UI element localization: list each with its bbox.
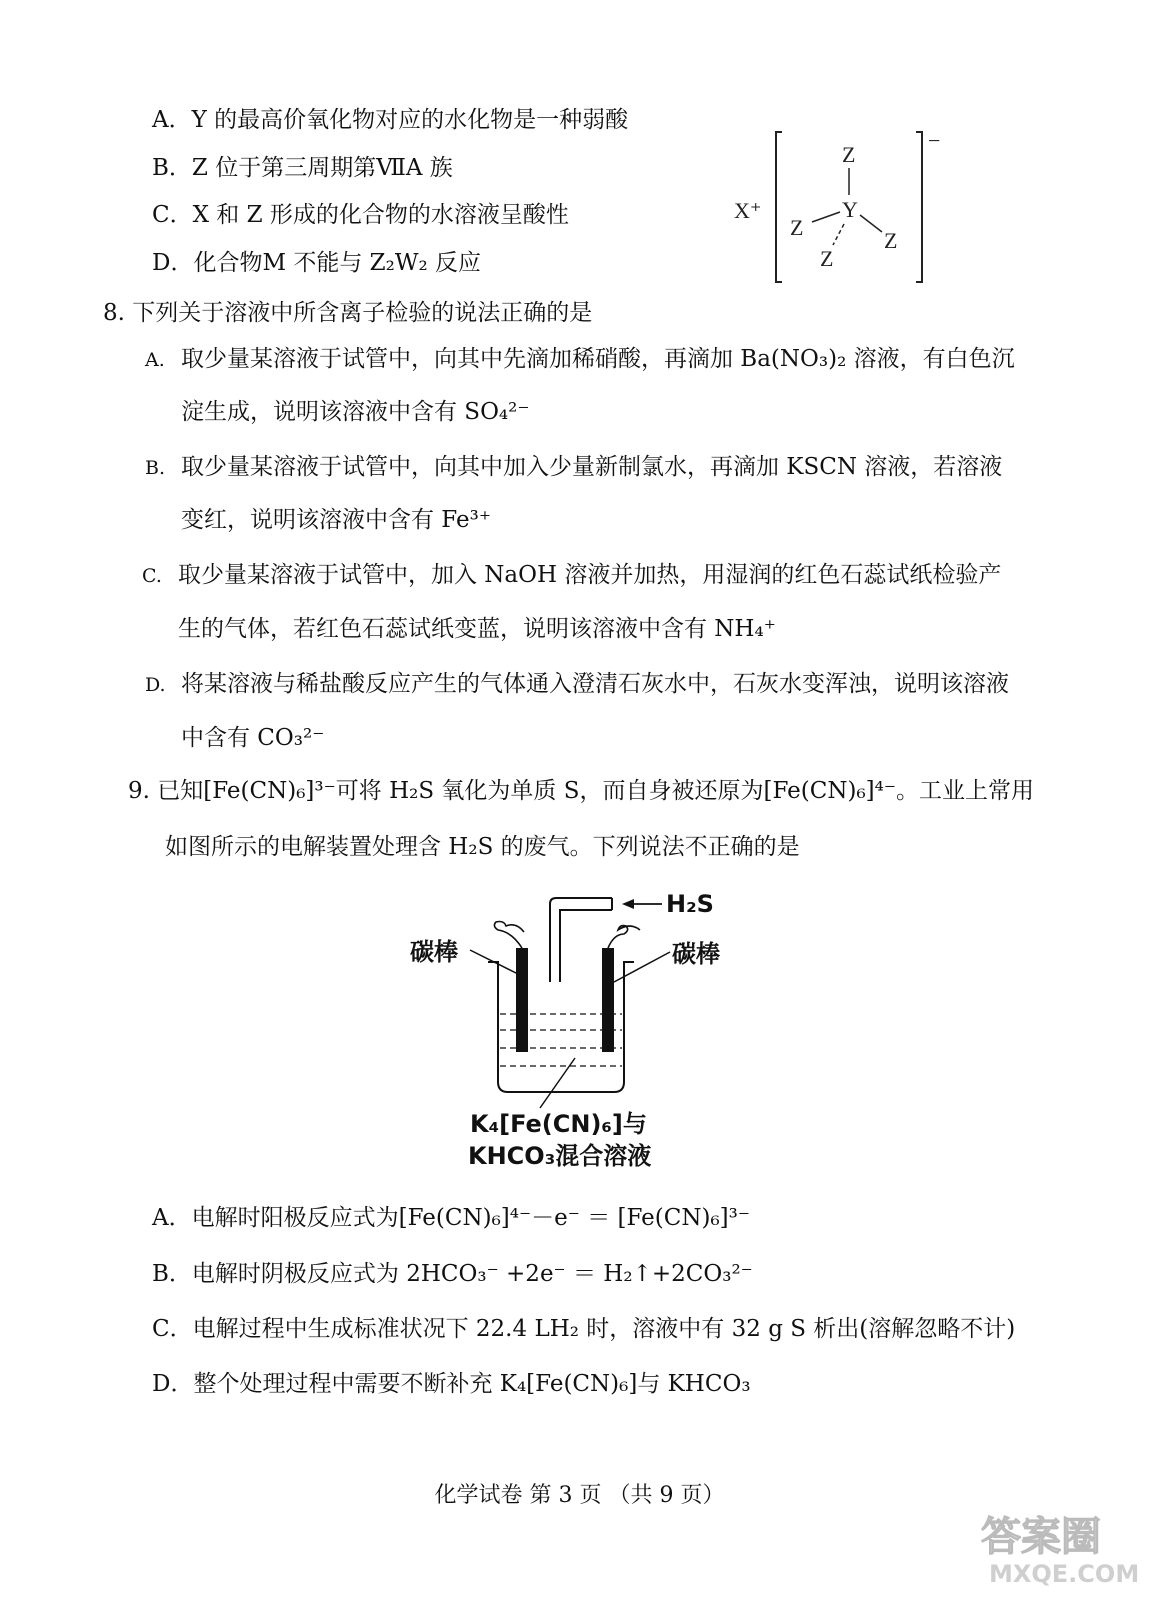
option-label: A． [152, 107, 192, 133]
solution-label-line1: K₄[Fe(CN)₆]与 [470, 1110, 647, 1138]
option-label: B. [145, 457, 166, 479]
gas-arrow-icon [622, 899, 634, 909]
watermark-url: MXQE.COM [989, 1560, 1140, 1588]
left-bracket [776, 132, 782, 282]
option-label: B． [152, 155, 192, 181]
option-label: D． [152, 1371, 194, 1397]
cation-label: X⁺ [734, 198, 762, 223]
q9-option-c [152, 1314, 1015, 1344]
right-wire [608, 926, 640, 949]
q7-option-c [152, 200, 569, 230]
watermark-title: 答案圈 [981, 1514, 1101, 1560]
ligand-left: Z [790, 215, 804, 240]
q8-option-b-line2: 变红，说明该溶液中含有 Fe³⁺ [181, 507, 491, 533]
q7-option-d [152, 248, 481, 278]
option-text: Y 的最高价氧化物对应的水化物是一种弱酸 [191, 107, 629, 133]
option-text: 取少量某溶液于试管中，向其中先滴加稀硝酸，再滴加 Ba(NO₃)₂ 溶液，有白色沉 [181, 346, 1015, 372]
bond-right [860, 215, 882, 232]
q8-option-b-line1 [145, 452, 1002, 483]
option-text: Z 位于第三周期第ⅦA 族 [191, 155, 453, 181]
q8-option-a-line2: 淀生成，说明该溶液中含有 SO₄²⁻ [181, 399, 530, 425]
option-text: 将某溶液与稀盐酸反应产生的气体通入澄清石灰水中，石灰水变浑浊，说明该溶液 [181, 671, 1009, 697]
option-label: D. [145, 674, 166, 696]
left-label-pointer [470, 950, 518, 974]
ligand-top: Z [842, 142, 856, 167]
option-label: A． [152, 1205, 192, 1231]
q9-option-d [152, 1369, 751, 1399]
option-label: A. [145, 349, 165, 371]
option-text: X 和 Z 形成的化合物的水溶液呈酸性 [192, 202, 569, 228]
right-electrode-label: 碳棒 [672, 940, 720, 968]
option-text: 电解过程中生成标准状况下 22.4 LH₂ 时，溶液中有 32 g S 析出(溶解忽略不计) [192, 1316, 1016, 1342]
q9-option-a [152, 1203, 750, 1233]
right-carbon-rod [602, 948, 614, 1052]
q7-option-b [152, 153, 453, 183]
anion-charge: − [928, 128, 941, 153]
right-label-pointer [614, 952, 670, 982]
left-wire [494, 922, 524, 949]
q9-option-b [152, 1259, 753, 1289]
q7-option-a [152, 105, 628, 135]
left-carbon-rod [516, 948, 528, 1052]
q8-stem: 8. 下列关于溶液中所含离子检验的说法正确的是 [103, 300, 593, 326]
q8-option-a-line1 [145, 344, 1015, 375]
option-text: 电解时阴极反应式为 2HCO₃⁻ +2e⁻ ＝ H₂↑+2CO₃²⁻ [191, 1261, 753, 1287]
bond-left [812, 212, 840, 222]
bond-bottom [833, 224, 844, 245]
option-label: D． [152, 250, 194, 276]
option-text: 化合物M 不能与 Z₂W₂ 反应 [193, 250, 481, 276]
q7-structure-figure [720, 120, 960, 295]
option-label: C． [152, 202, 193, 228]
option-label: B． [152, 1261, 192, 1287]
left-electrode-label: 碳棒 [410, 938, 458, 966]
option-text: 电解时阳极反应式为[Fe(CN)₆]⁴⁻－e⁻ ＝ [Fe(CN)₆]³⁻ [191, 1205, 751, 1231]
center-atom: Y [842, 197, 858, 222]
ligand-right: Z [884, 228, 898, 253]
q9-stem-line1: 9. 已知[Fe(CN)₆]³⁻可将 H₂S 氧化为单质 S，而自身被还原为[Fe(CN)₆]⁴⁻。工业上常用 [128, 778, 1034, 804]
q8-option-c-line1 [142, 560, 1001, 591]
option-label: C． [152, 1316, 193, 1342]
option-text: 取少量某溶液于试管中，向其中加入少量新制氯水，再滴加 KSCN 溶液，若溶液 [181, 454, 1003, 480]
solution-label-line2: KHCO₃混合溶液 [468, 1142, 652, 1170]
electrolysis-figure [400, 882, 750, 1172]
q8-option-d-line1 [145, 669, 1009, 700]
q8-option-c-line2: 生的气体，若红色石蕊试纸变蓝，说明该溶液中含有 NH₄⁺ [178, 616, 776, 642]
right-bracket [916, 132, 922, 282]
q9-stem-line2: 如图所示的电解装置处理含 H₂S 的废气。下列说法不正确的是 [165, 834, 800, 860]
gas-label: H₂S [666, 890, 714, 918]
q8-option-d-line2: 中含有 CO₃²⁻ [181, 725, 325, 751]
page-footer: 化学试卷 第 3 页 （共 9 页） [434, 1483, 725, 1508]
watermark-logo [971, 1500, 1141, 1590]
option-text: 取少量某溶液于试管中，加入 NaOH 溶液并加热，用湿润的红色石蕊试纸检验产 [178, 562, 1002, 588]
option-label: C. [142, 565, 162, 587]
ligand-bottom: Z [820, 246, 834, 271]
option-text: 整个处理过程中需要不断补充 K₄[Fe(CN)₆]与 KHCO₃ [193, 1371, 751, 1397]
